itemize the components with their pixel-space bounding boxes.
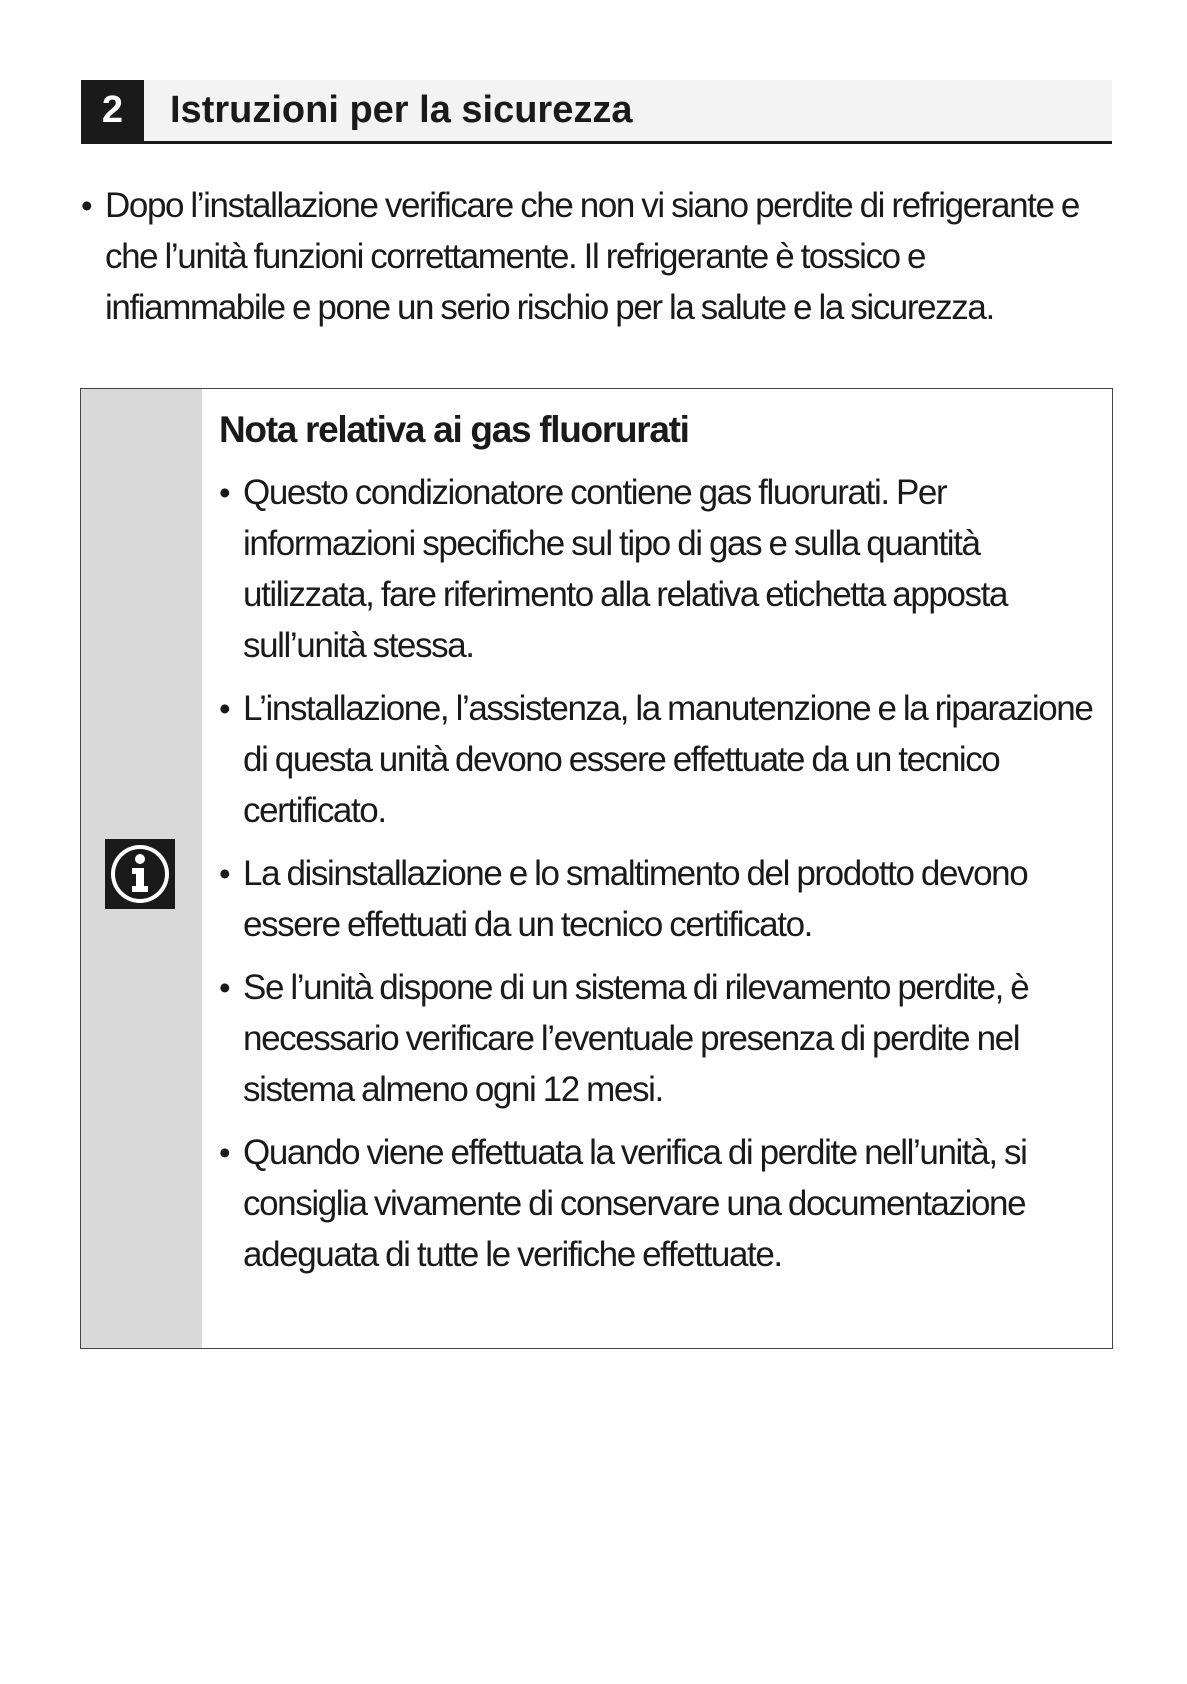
note-sidebar <box>81 389 202 1348</box>
note-box <box>80 388 1113 1349</box>
intro-bullet-text: Dopo l’installazione verificare che non vi siano perdite di refrigerante e che l’unità funzioni correttamente. Il refrigerante è tossico e infiammabile e pone un serio rischio per la salute e la sicurezza. <box>105 186 1079 327</box>
bullet-dot: • <box>219 474 231 511</box>
note-content <box>219 405 1099 1292</box>
list-item <box>219 683 1099 836</box>
info-icon <box>105 839 175 909</box>
list-item <box>219 1127 1099 1280</box>
intro-bullet <box>81 180 1112 333</box>
section-title: Istruzioni per la sicurezza <box>170 89 633 131</box>
bullet-dot: • <box>219 1134 231 1171</box>
bullet-dot: • <box>219 969 231 1006</box>
list-item <box>219 962 1099 1115</box>
list-item-text: Se l’unità dispone di un sistema di rilevamento perdite, è necessario verificare l’eventuale presenza di perdite nel sistema almeno ogni 12 mesi. <box>243 968 1029 1109</box>
list-item-text: L’installazione, l’assistenza, la manutenzione e la riparazione di questa unità devono essere effettuate da un tecnico certificato. <box>243 689 1093 830</box>
list-item <box>219 467 1099 671</box>
section-number: 2 <box>81 80 144 141</box>
list-item-text: Questo condizionatore contiene gas fluorurati. Per informazioni specifiche sul tipo di gas e sulla quantità utilizzata, fare riferimento alla relativa etichetta apposta sull’unità stessa. <box>243 473 1008 665</box>
list-item-text: Quando viene effettuata la verifica di perdite nell’unità, si consiglia vivamente di conservare una documentazione adeguata di tutte le verifiche effettuate. <box>243 1133 1027 1274</box>
note-title: Nota relativa ai gas fluorurati <box>219 409 689 450</box>
section-header <box>81 80 1112 144</box>
list-item <box>219 848 1099 950</box>
bullet-dot: • <box>219 690 231 727</box>
bullet-dot: • <box>81 187 93 224</box>
list-item-text: La disinstallazione e lo smaltimento del prodotto devono essere effettuati da un tecnico certificato. <box>243 854 1028 944</box>
bullet-dot: • <box>219 855 231 892</box>
